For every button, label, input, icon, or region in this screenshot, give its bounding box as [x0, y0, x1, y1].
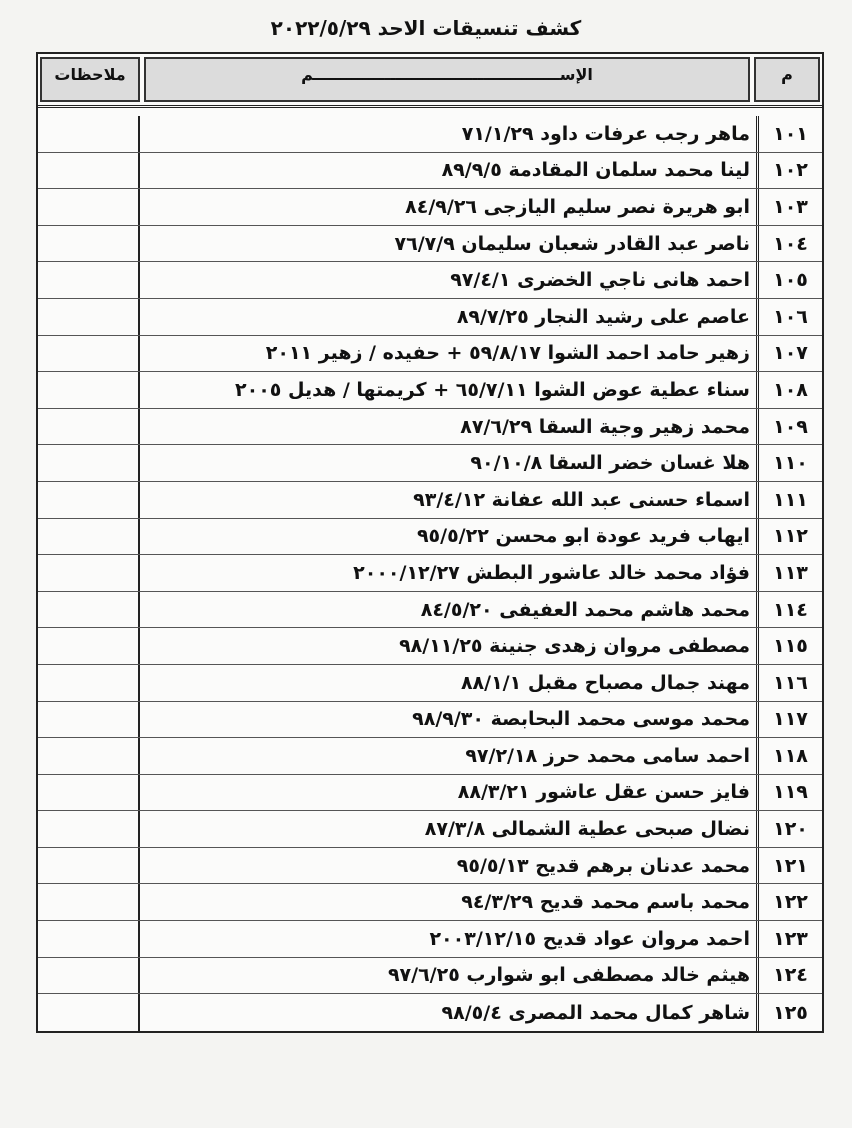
- page-title: كشف تنسيقات الاحد ٢٠٢٢/٥/٢٩: [270, 16, 582, 40]
- row-number: ١٠٣: [756, 189, 822, 225]
- table-row: [38, 116, 822, 153]
- row-notes: [38, 445, 138, 481]
- row-notes: [38, 994, 138, 1031]
- row-name: احمد مروان عواد قديح ٢٠٠٣/١٢/١٥: [138, 921, 756, 957]
- table-row: [38, 226, 822, 263]
- row-notes: [38, 702, 138, 738]
- table-row: [38, 336, 822, 373]
- table-row: [38, 628, 822, 665]
- row-number: ١١٠: [756, 445, 822, 481]
- row-name: محمد موسى محمد البحابصة ٩٨/٩/٣٠: [138, 702, 756, 738]
- row-name: محمد زهير وجية السقا ٨٧/٦/٢٩: [138, 409, 756, 445]
- row-name: نضال صبحى عطية الشمالى ٨٧/٣/٨: [138, 811, 756, 847]
- row-notes: [38, 775, 138, 811]
- row-number: ١١١: [756, 482, 822, 518]
- row-name: زهير حامد احمد الشوا ٥٩/٨/١٧ + حفيده / زهير ٢٠١١: [138, 336, 756, 372]
- row-number: ١٠٤: [756, 226, 822, 262]
- table-row: [38, 592, 822, 629]
- row-name: سناء عطية عوض الشوا ٦٥/٧/١١ + كريمتها / هديل ٢٠٠٥: [138, 372, 756, 408]
- row-name: ابو هريرة نصر سليم اليازجى ٨٤/٩/٢٦: [138, 189, 756, 225]
- row-number: ١١٥: [756, 628, 822, 664]
- table-row: [38, 482, 822, 519]
- row-notes: [38, 738, 138, 774]
- row-number: ١٠٧: [756, 336, 822, 372]
- row-number: ١٠٥: [756, 262, 822, 298]
- table-row: [38, 409, 822, 446]
- row-name: ناصر عبد القادر شعبان سليمان ٧٦/٧/٩: [138, 226, 756, 262]
- row-number: ١١٨: [756, 738, 822, 774]
- row-name: ماهر رجب عرفات داود ٧١/١/٢٩: [138, 116, 756, 152]
- row-notes: [38, 811, 138, 847]
- row-notes: [38, 884, 138, 920]
- row-number: ١٢٠: [756, 811, 822, 847]
- row-name: هلا غسان خضر السقا ٩٠/١٠/٨: [138, 445, 756, 481]
- table-row: [38, 884, 822, 921]
- row-notes: [38, 153, 138, 189]
- header-number: م: [754, 57, 820, 102]
- row-notes: [38, 555, 138, 591]
- row-notes: [38, 592, 138, 628]
- row-notes: [38, 482, 138, 518]
- row-name: محمد باسم محمد قديح ٩٤/٣/٢٩: [138, 884, 756, 920]
- row-name: عاصم على رشيد النجار ٨٩/٧/٢٥: [138, 299, 756, 335]
- row-notes: [38, 299, 138, 335]
- row-notes: [38, 336, 138, 372]
- table-row: [38, 702, 822, 739]
- row-notes: [38, 519, 138, 555]
- row-notes: [38, 921, 138, 957]
- row-notes: [38, 116, 138, 152]
- row-number: ١١٤: [756, 592, 822, 628]
- row-number: ١٠٢: [756, 153, 822, 189]
- row-notes: [38, 409, 138, 445]
- row-name: مهند جمال مصباح مقبل ٨٨/١/١: [138, 665, 756, 701]
- row-number: ١١٦: [756, 665, 822, 701]
- row-number: ١٠٩: [756, 409, 822, 445]
- row-notes: [38, 628, 138, 664]
- row-number: ١٢٢: [756, 884, 822, 920]
- table-row: [38, 189, 822, 226]
- row-number: ١١٢: [756, 519, 822, 555]
- row-name: محمد عدنان برهم قديح ٩٥/٥/١٣: [138, 848, 756, 884]
- table-row: [38, 958, 822, 995]
- row-notes: [38, 262, 138, 298]
- row-notes: [38, 848, 138, 884]
- table-row: [38, 738, 822, 775]
- row-number: ١١٩: [756, 775, 822, 811]
- table-row: [38, 775, 822, 812]
- table-row: [38, 299, 822, 336]
- table-row: [38, 445, 822, 482]
- row-number: ١٠٨: [756, 372, 822, 408]
- table-row: [38, 555, 822, 592]
- table-row: [38, 262, 822, 299]
- row-name: اسماء حسنى عبد الله عفانة ٩٣/٤/١٢: [138, 482, 756, 518]
- table-row: [38, 994, 822, 1031]
- row-name: فايز حسن عقل عاشور ٨٨/٣/٢١: [138, 775, 756, 811]
- row-name: ايهاب فريد عودة ابو محسن ٩٥/٥/٢٢: [138, 519, 756, 555]
- row-notes: [38, 189, 138, 225]
- roster-table: [36, 52, 824, 1033]
- row-number: ١٢٥: [756, 994, 822, 1031]
- row-name: فؤاد محمد خالد عاشور البطش ٢٠٠٠/١٢/٢٧: [138, 555, 756, 591]
- row-number: ١١٧: [756, 702, 822, 738]
- row-name: احمد سامى محمد حرز ٩٧/٢/١٨: [138, 738, 756, 774]
- table-row: [38, 811, 822, 848]
- row-notes: [38, 372, 138, 408]
- table-row: [38, 519, 822, 556]
- table-header: [38, 54, 822, 108]
- table-row: [38, 848, 822, 885]
- table-row: [38, 372, 822, 409]
- table-body: [38, 108, 822, 1031]
- row-number: ١٢٣: [756, 921, 822, 957]
- row-number: ١٢١: [756, 848, 822, 884]
- table-row: [38, 665, 822, 702]
- row-name: هيثم خالد مصطفى ابو شوارب ٩٧/٦/٢٥: [138, 958, 756, 994]
- table-row: [38, 921, 822, 958]
- row-number: ١٠٦: [756, 299, 822, 335]
- row-notes: [38, 226, 138, 262]
- header-notes: ملاحظات: [40, 57, 140, 102]
- header-name: الإســـــــــــــــــــــــــــــــــــــــــــــم: [144, 57, 750, 102]
- table-row: [38, 153, 822, 190]
- row-number: ١٢٤: [756, 958, 822, 994]
- row-name: احمد هانى ناجي الخضرى ٩٧/٤/١: [138, 262, 756, 298]
- row-number: ١٠١: [756, 116, 822, 152]
- row-notes: [38, 958, 138, 994]
- row-name: محمد هاشم محمد العفيفى ٨٤/٥/٢٠: [138, 592, 756, 628]
- row-name: مصطفى مروان زهدى جنينة ٩٨/١١/٢٥: [138, 628, 756, 664]
- row-name: شاهر كمال محمد المصرى ٩٨/٥/٤: [138, 994, 756, 1031]
- row-notes: [38, 665, 138, 701]
- row-name: لينا محمد سلمان المقادمة ٨٩/٩/٥: [138, 153, 756, 189]
- row-number: ١١٣: [756, 555, 822, 591]
